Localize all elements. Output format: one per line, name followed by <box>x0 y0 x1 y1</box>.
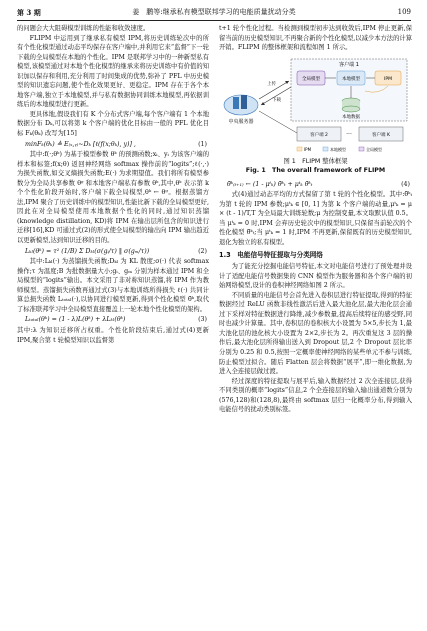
paragraph: 其中:Lₖₗ(·) 为蒸馏损失函数;Dₖₗ 为 KL 散度;σ(·) 代表 softmax 操作;τ 为温度;B 为批数据量大小;gᵢ、gₘ 分别为样本通过 IPM 和全局模型的“logits”输出。本文采用了非对称知识蒸馏,将 IPM 作为教师模型。蒸馏损失函数再通过式(3)与本地训练所得损失 ℓ(·) 共同计算总损失函数 Lₜₒₜₐₗ(·),以协同进行模型更新,得到个性化模型 θ̃ᵏ,取代了标准联邦学习中全局模型直接覆盖上一轮本地个性化模型的架构。 <box>17 258 209 313</box>
legend-label: 全局模型 <box>366 146 382 152</box>
left-column <box>17 24 209 345</box>
paragraph: 更具体地,假设我们有 K 个分布式客户端,每个客户端有 1 个本地数据分布 Dₖ,可以将第 k 个客户端的优化目标由一般的 PFL 优化目标 Fₖ(θₖ) 改写为[15] <box>17 110 209 138</box>
upload-label: 上传 <box>267 81 276 87</box>
section-heading: 1.3 电能信号特征提取与分类网络 <box>219 250 323 259</box>
legend-swatch-global <box>359 147 364 151</box>
client-k-label: 客户端 K <box>372 132 390 138</box>
ipm-label: IPM <box>384 76 392 82</box>
equation-body: Lₜₒₜₐₗ(θᵏ) = (1 - λ)L(θᵏ) + λLₖₗ(θᵏ) <box>25 316 126 324</box>
legend-swatch-ipm <box>297 147 302 151</box>
equation-body: minFₖ(θₖ) ≜ E₍ₓ,ᵧ₎~Dₖ [ℓ(f(x;θₖ), y)] , <box>25 140 136 148</box>
legend-label: IPM <box>304 146 312 152</box>
paragraph: FLIPM 中运用到了继承私有模型 IPM,将历史训练轮次中的所有个性化模型通过动态平均保存在客户端中,并利用它来“监督”下一轮下载的全局模型在本地的个性化。IPM 是联邦学习中的一种新型私有模型,该模型通过对本地个性化模型的继承来将历史训练中有价值的知识加以保存和利用,充分利用了时间集成的优势,弥补了 PFL 中历史模型的知识遗忘问题,使个性化效果更好、更稳定。IPM 存在于各个本地客户端,独立于本地模型,并与私有数据协同训练本地模型,再依据训练后的本地模型进行更新。 <box>17 34 209 109</box>
paragraph: 不同质量的电能信号会首先进入卷积层进行特征提取,得到的特征数据经过 ReLU 函数非线性激活后进入最大池化层,最大池化层会通过下采样对特征数据进行降维,减少参数量,提高后续特征的感受野,同时也减少计算量。其中,卷积层的卷积核大小设置为 5×5,步长为 1,最大池化层的池化核大小设置为 2×2,步长为 2。再次重复这 3 层的操作后,最大池化层所得输出送入到 Dropout 层,2 个 Dropout 层比率分别为 0.25 和 0.5,按照一定概率使神经网络的某些单元不参与训练,防止模型过拟合。随后 Flatten 层会将数据“展平”,即一维化数据,为进入全连接层做过渡。 <box>219 291 412 376</box>
ellipsis-icon: ··· <box>346 130 352 138</box>
paragraph: 为了能充分挖掘电能信号特征,本文对电能信号进行了预处理并设计了适配电能信号数据集的 CNN 模型作为服务器和各个客户端的初始网络模型,设计的卷积神经网络如图 2 所示。 <box>219 263 412 290</box>
global-model-label: 全局模型 <box>302 76 320 82</box>
paragraph: 的问题会大大阻碍模型训练的性能和收敛速度。 <box>17 25 150 32</box>
paragraph: 其中:f(·;θᵏ) 为基于模型参数 θᵏ 的预测函数;xᵢ、yᵢ 为该客户端的样本和标签;f(x;θ) 返回神经网络 softmax 操作前的“logits”;ℓ(·,·) 为损失函数,如交叉熵损失函数;E(·) 为求期望值。我们将所有模型参数分为全局共享参数 θᵍ 和本地客户端私有参数 θᵏ,其中,θᵏ 表示第 k 个个性化阶段开始时,客户端下载全局模型,θᵏ ← θᵍ。根据蒸馏方法,IPM 聚合了历史训练中的模型知识,性能比新下载的全局模型更好,因此在对全局模型使用本地数据个性化的同时,通过知识蒸馏(knowledge distillation, KD)将 IPM 在输出层所包含的知识进行迁移[16],KD 可通过式(2)的形式使全局模型的输出向 IPM 输出趋近以更新模型,达到知识迁移的目的。 <box>17 151 209 245</box>
paragraph: t+1 轮个性化过程。当检测到模型初步达到收敛后,IPM 停止更新,保留当前的历史模型知识,不再聚合新的个性化模型,以减少本方法的计算开销。FLIPM 的整体框架和流程如图 1 所示。 <box>219 25 412 52</box>
equation-body: θ̃ᵏ₍ₜ₊₁₎ ← (1 - μᵗₖ) θ̃ᵏₜ + μᵗₖ θ̃ᵏₜ <box>227 180 313 188</box>
download-label: 下载 <box>272 97 281 103</box>
figure-caption-cn: 图 1 FLIPM 整体框架 <box>283 157 348 165</box>
local-data-label: 本地数据 <box>342 114 360 120</box>
legend-label: 本地模型 <box>330 146 346 152</box>
local-model-label: 本地模型 <box>342 76 360 82</box>
equation-4 <box>219 180 412 190</box>
server-icon <box>224 95 258 115</box>
equation-number: (4) <box>401 180 410 188</box>
running-title: 姜 鹏等:继承私有模型联邦学习的电能质量扰动分类 <box>132 8 296 16</box>
equation-number: (3) <box>198 316 207 324</box>
equation-2 <box>17 247 209 257</box>
equation-number: (1) <box>198 140 207 148</box>
page-number: 109 <box>397 8 411 16</box>
server-label: 中央服务器 <box>228 118 254 125</box>
figure-caption-en: Fig. 1 The overall framework of FLIPM <box>245 167 386 175</box>
paragraph: 经过深度的特征提取与展平后,输入数据经过 2 次全连接层,获得不同类别的概率“logits”信息,2 个全连接层的输入输出通道数分别为(576,128)和(128,8),最终由 softmax 层归一化概率分布,得到输入电能信号的扰动类别标签。 <box>219 377 412 414</box>
equation-body: Lₖₗ(θᵏ) = τ² (1/B) Σ Dₖₗ(σ(gᵢ/τ) ‖ σ(gₘ/τ)) <box>25 247 150 255</box>
client-2-label: 客户端 2 <box>310 132 328 138</box>
legend-swatch-local <box>323 147 328 151</box>
local-data-icon <box>342 98 360 112</box>
equation-3 <box>17 315 209 325</box>
right-column <box>219 24 412 415</box>
issue-number: 第 3 期 <box>17 8 41 17</box>
equation-number: (2) <box>198 247 207 255</box>
running-header <box>17 8 411 21</box>
equation-1 <box>17 140 209 150</box>
figure-1 <box>219 55 412 157</box>
paragraph: 其中:λ 为知识迁移所占权重。个性化阶段结束后,通过式(4)更新 IPM,聚合第 t 轮模型知识以监督第 <box>17 326 209 344</box>
framework-diagram <box>219 55 412 157</box>
paragraph: 式(4)通过动态平均的方式保留了第 t 轮的个性化模型。其中:θ̃ᵏₜ 为第 t 轮的 IPM 参数;μᵗₖ ∈ [0, 1] 为第 k 个客户端的动量,μᵗₖ = μ × (t - 1)/T,T 为全局最大训练轮数;μ 为控制变量,本文取默认值 0.5。当 μᵗₖ = 0 时,IPM 会弃历史轮次中的模型知识,只保留当前轮次的个性化模型 θ̃ᵏₜ;当 μᵗₖ = 1 时,IPM 不再更新,保留既有的历史模型知识,退化为独立的私有模型。 <box>219 191 412 247</box>
client-1-label: 客户端 1 <box>339 61 359 68</box>
